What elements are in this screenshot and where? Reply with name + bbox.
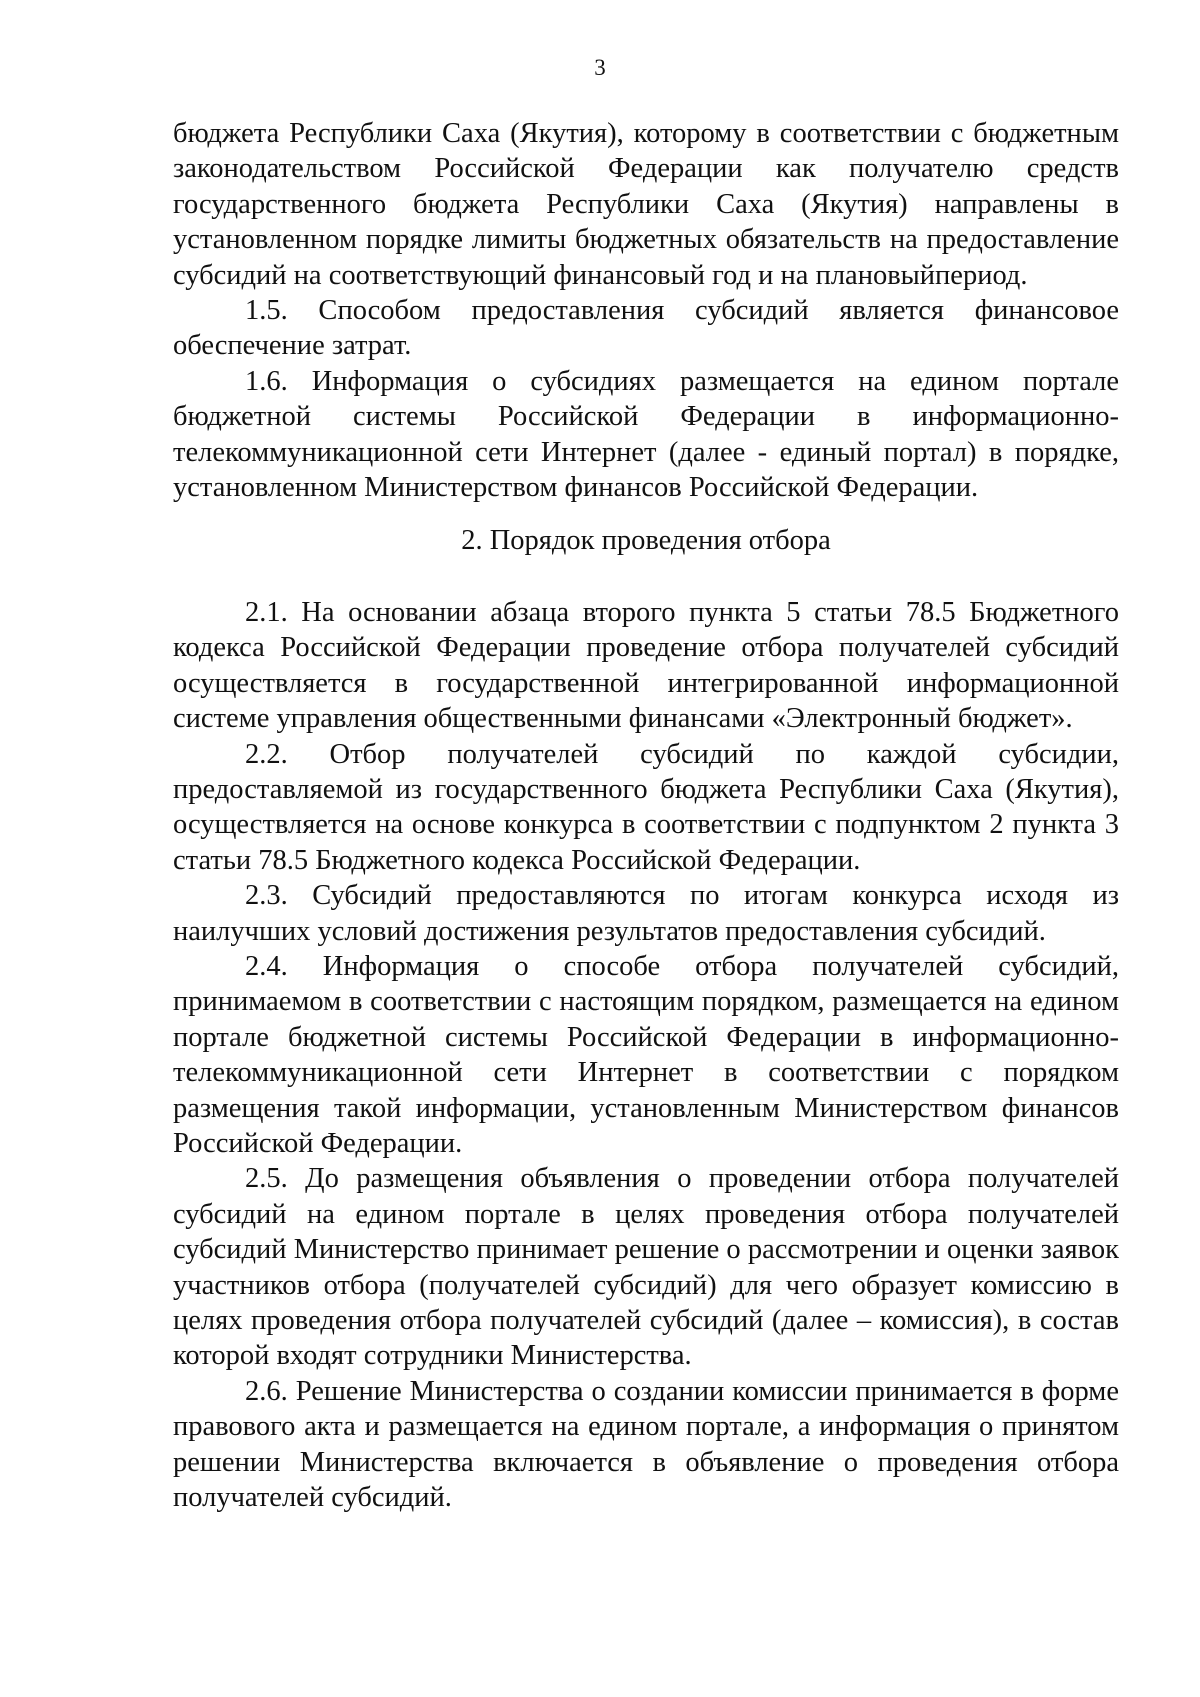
page-number: 3 xyxy=(594,55,606,80)
paragraph-2-2: 2.2. Отбор получателей субсидий по каждой субсидии, предоставляемой из государственного бюджета Республики Саха (Якутия), осуществляется на основе конкурса в соответствии с подпунктом 2 пункта 3 статьи 78.5 Бюджетного кодекса Российской Федерации. xyxy=(173,738,1119,876)
section-title: 2. Порядок проведения отбора xyxy=(461,525,831,557)
document-body xyxy=(173,116,1119,1515)
section-spacer xyxy=(173,559,1119,595)
paragraph-2-4: 2.4. Информация о способе отбора получателей субсидий, принимаемом в соответствии с настоящим порядком, размещается на едином портале бюджетной системы Российской Федерации в информационно-телекоммуникационной сети Интернет в соответствии с порядком размещения такой информации, установленным Министерством финансов Российской Федерации. xyxy=(173,950,1119,1159)
paragraph-2-5: 2.5. До размещения объявления о проведении отбора получателей субсидий на едином портале в целях проведения отбора получателей субсидий Министерство принимает решение о рассмотрении и оценки заявок участников отбора (получателей субсидий) для чего образует комиссию в целях проведения отбора получателей субсидий (далее – комиссия), в состав которой входят сотрудники Министерства. xyxy=(173,1163,1119,1372)
paragraph-2-3: 2.3. Субсидий предоставляются по итогам конкурса исходя из наилучших условий достижения результатов предоставления субсидий. xyxy=(173,880,1119,947)
paragraph-continuation: бюджета Республики Саха (Якутия), которому в соответствии с бюджетным законодательством Российской Федерации как получателю средств государственного бюджета Республики Саха (Якутия) направлены в установленном порядке лимиты бюджетных обязательств на предоставление субсидий на соответствующий финансовый год и на плановыйпериод. xyxy=(173,118,1119,291)
paragraph-1-5: 1.5. Способом предоставления субсидий является финансовое обеспечение затрат. xyxy=(173,295,1119,362)
paragraph-2-6: 2.6. Решение Министерства о создании комиссии принимается в форме правового акта и размещается на едином портале, а информация о принятом решении Министерства включается в объявление о проведения отбора получателей субсидий. xyxy=(173,1375,1119,1514)
paragraph-2-1: 2.1. На основании абзаца второго пункта 5 статьи 78.5 Бюджетного кодекса Российской Федерации проведение отбора получателей субсидий осуществляется в государственной интегрированной информационной системе управления общественными финансами «Электронный бюджет». xyxy=(173,596,1119,735)
paragraph-1-6: 1.6. Информация о субсидиях размещается на едином портале бюджетной системы Российской Федерации в информационно-телекоммуникационной сети Интернет (далее - единый портал) в порядке, установленном Министерством финансов Российской Федерации. xyxy=(173,365,1119,504)
